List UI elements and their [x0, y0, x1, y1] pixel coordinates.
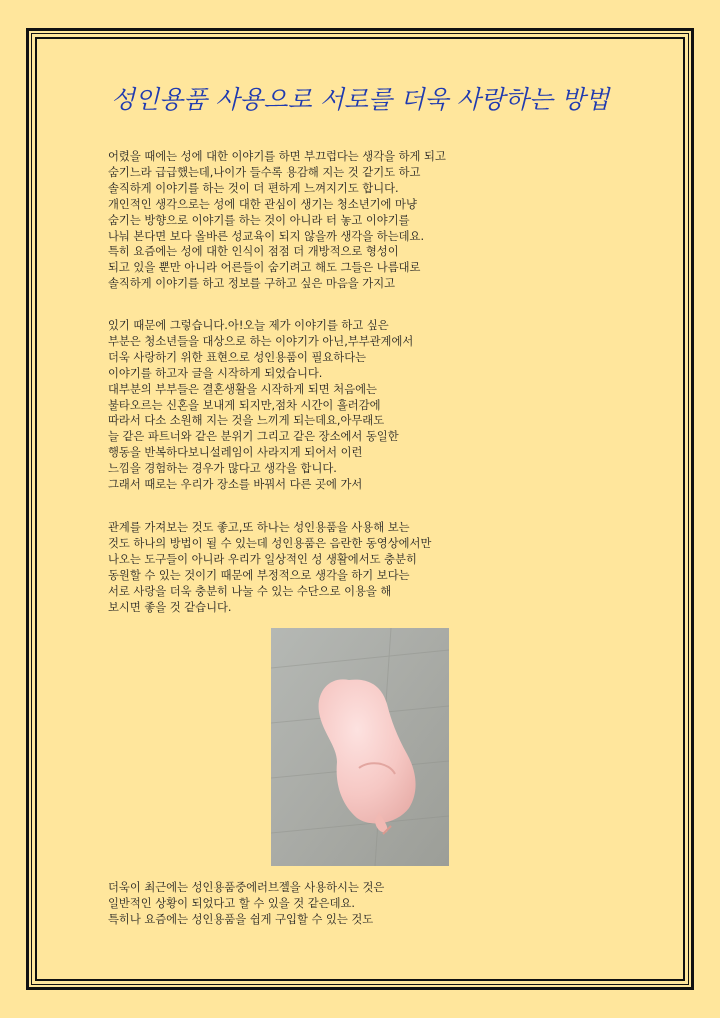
paragraph-1 — [108, 149, 608, 292]
text-line: 되고 있을 뿐만 아니라 어른들이 숨기려고 해도 그들은 나름대로 — [108, 261, 421, 275]
text-line: 있기 때문에 그렇습니다.아!오늘 제가 이야기를 하고 싶은 — [108, 319, 389, 332]
text-line: 나눠 본다면 보다 올바른 성교육이 되지 않을까 생각을 하는데요. — [108, 229, 425, 243]
page-title: 성인용품 사용으로 서로를 더욱 사랑하는 방법 — [110, 85, 610, 114]
text-line: 부분은 청소년들을 대상으로 하는 이야기가 아닌,부부관계에서 — [108, 334, 414, 348]
text-line: 서로 사랑을 더욱 충분히 나눌 수 있는 수단으로 이용을 해 — [108, 584, 392, 598]
text-line: 동원할 수 있는 것이기 때문에 부정적으로 생각을 하기 보다는 — [108, 568, 410, 582]
paragraph-4 — [108, 880, 608, 928]
text-line: 일반적인 상황이 되었다고 할 수 있을 것 같은데요. — [108, 896, 355, 910]
text-line: 솔직하게 이야기를 하고 정보를 구하고 싶은 마음을 가지고 — [108, 277, 396, 291]
text-line: 늘 같은 파트너와 같은 분위기 그리고 같은 장소에서 동일한 — [108, 430, 399, 444]
text-line: 더욱이 최근에는 성인용품중에러브젤을 사용하시는 것은 — [108, 881, 385, 894]
text-line: 행동을 반복하다보니설레임이 사라지게 되어서 이런 — [108, 446, 363, 460]
text-line: 느낌을 경험하는 경우가 많다고 생각을 합니다. — [108, 462, 337, 476]
text-line: 대부분의 부부들은 결혼생활을 시작하게 되면 처음에는 — [108, 382, 377, 396]
text-line: 불타오르는 신혼을 보내게 되지만,점차 시간이 흘러감에 — [108, 398, 381, 412]
text-line: 솔직하게 이야기를 하는 것이 더 편하게 느껴지기도 합니다. — [108, 181, 399, 195]
paragraph-2 — [108, 318, 608, 493]
product-photo — [271, 628, 449, 866]
text-line: 관계를 가져보는 것도 좋고,또 하나는 성인용품을 사용해 보는 — [108, 521, 410, 534]
text-line: 나오는 도구들이 아니라 우리가 일상적인 성 생활에서도 충분히 — [108, 552, 417, 566]
text-line: 특히 요즘에는 성에 대한 인식이 점점 더 개방적으로 형성이 — [108, 245, 399, 259]
text-line: 숨기는 방향으로 이야기를 하는 것이 아니라 터 놓고 이야기를 — [108, 213, 410, 227]
text-line: 개인적인 생각으로는 성에 대한 관심이 생기는 청소년기에 마냥 — [108, 197, 417, 211]
text-line: 숨기느라 급급했는데,나이가 들수록 용감해 지는 것 같기도 하고 — [108, 165, 421, 179]
text-line: 따라서 다소 소원해 지는 것을 느끼게 되는데요,아무래도 — [108, 414, 385, 428]
text-line: 이야기를 하고자 글을 시작하게 되었습니다. — [108, 366, 323, 380]
paragraph-3 — [108, 520, 608, 615]
text-line: 특히나 요즘에는 성인용품을 쉽게 구입할 수 있는 것도 — [108, 912, 374, 926]
text-line: 그래서 때로는 우리가 장소를 바꿔서 다른 곳에 가서 — [108, 478, 363, 492]
text-line: 더욱 사랑하기 위한 표현으로 성인용품이 필요하다는 — [108, 350, 367, 364]
text-line: 것도 하나의 방법이 될 수 있는데 성인용품은 음란한 동영상에서만 — [108, 536, 432, 550]
text-line: 보시면 좋을 것 같습니다. — [108, 600, 232, 614]
text-line: 어렸을 때에는 성에 대한 이야기를 하면 부끄럽다는 생각을 하게 되고 — [108, 150, 446, 163]
